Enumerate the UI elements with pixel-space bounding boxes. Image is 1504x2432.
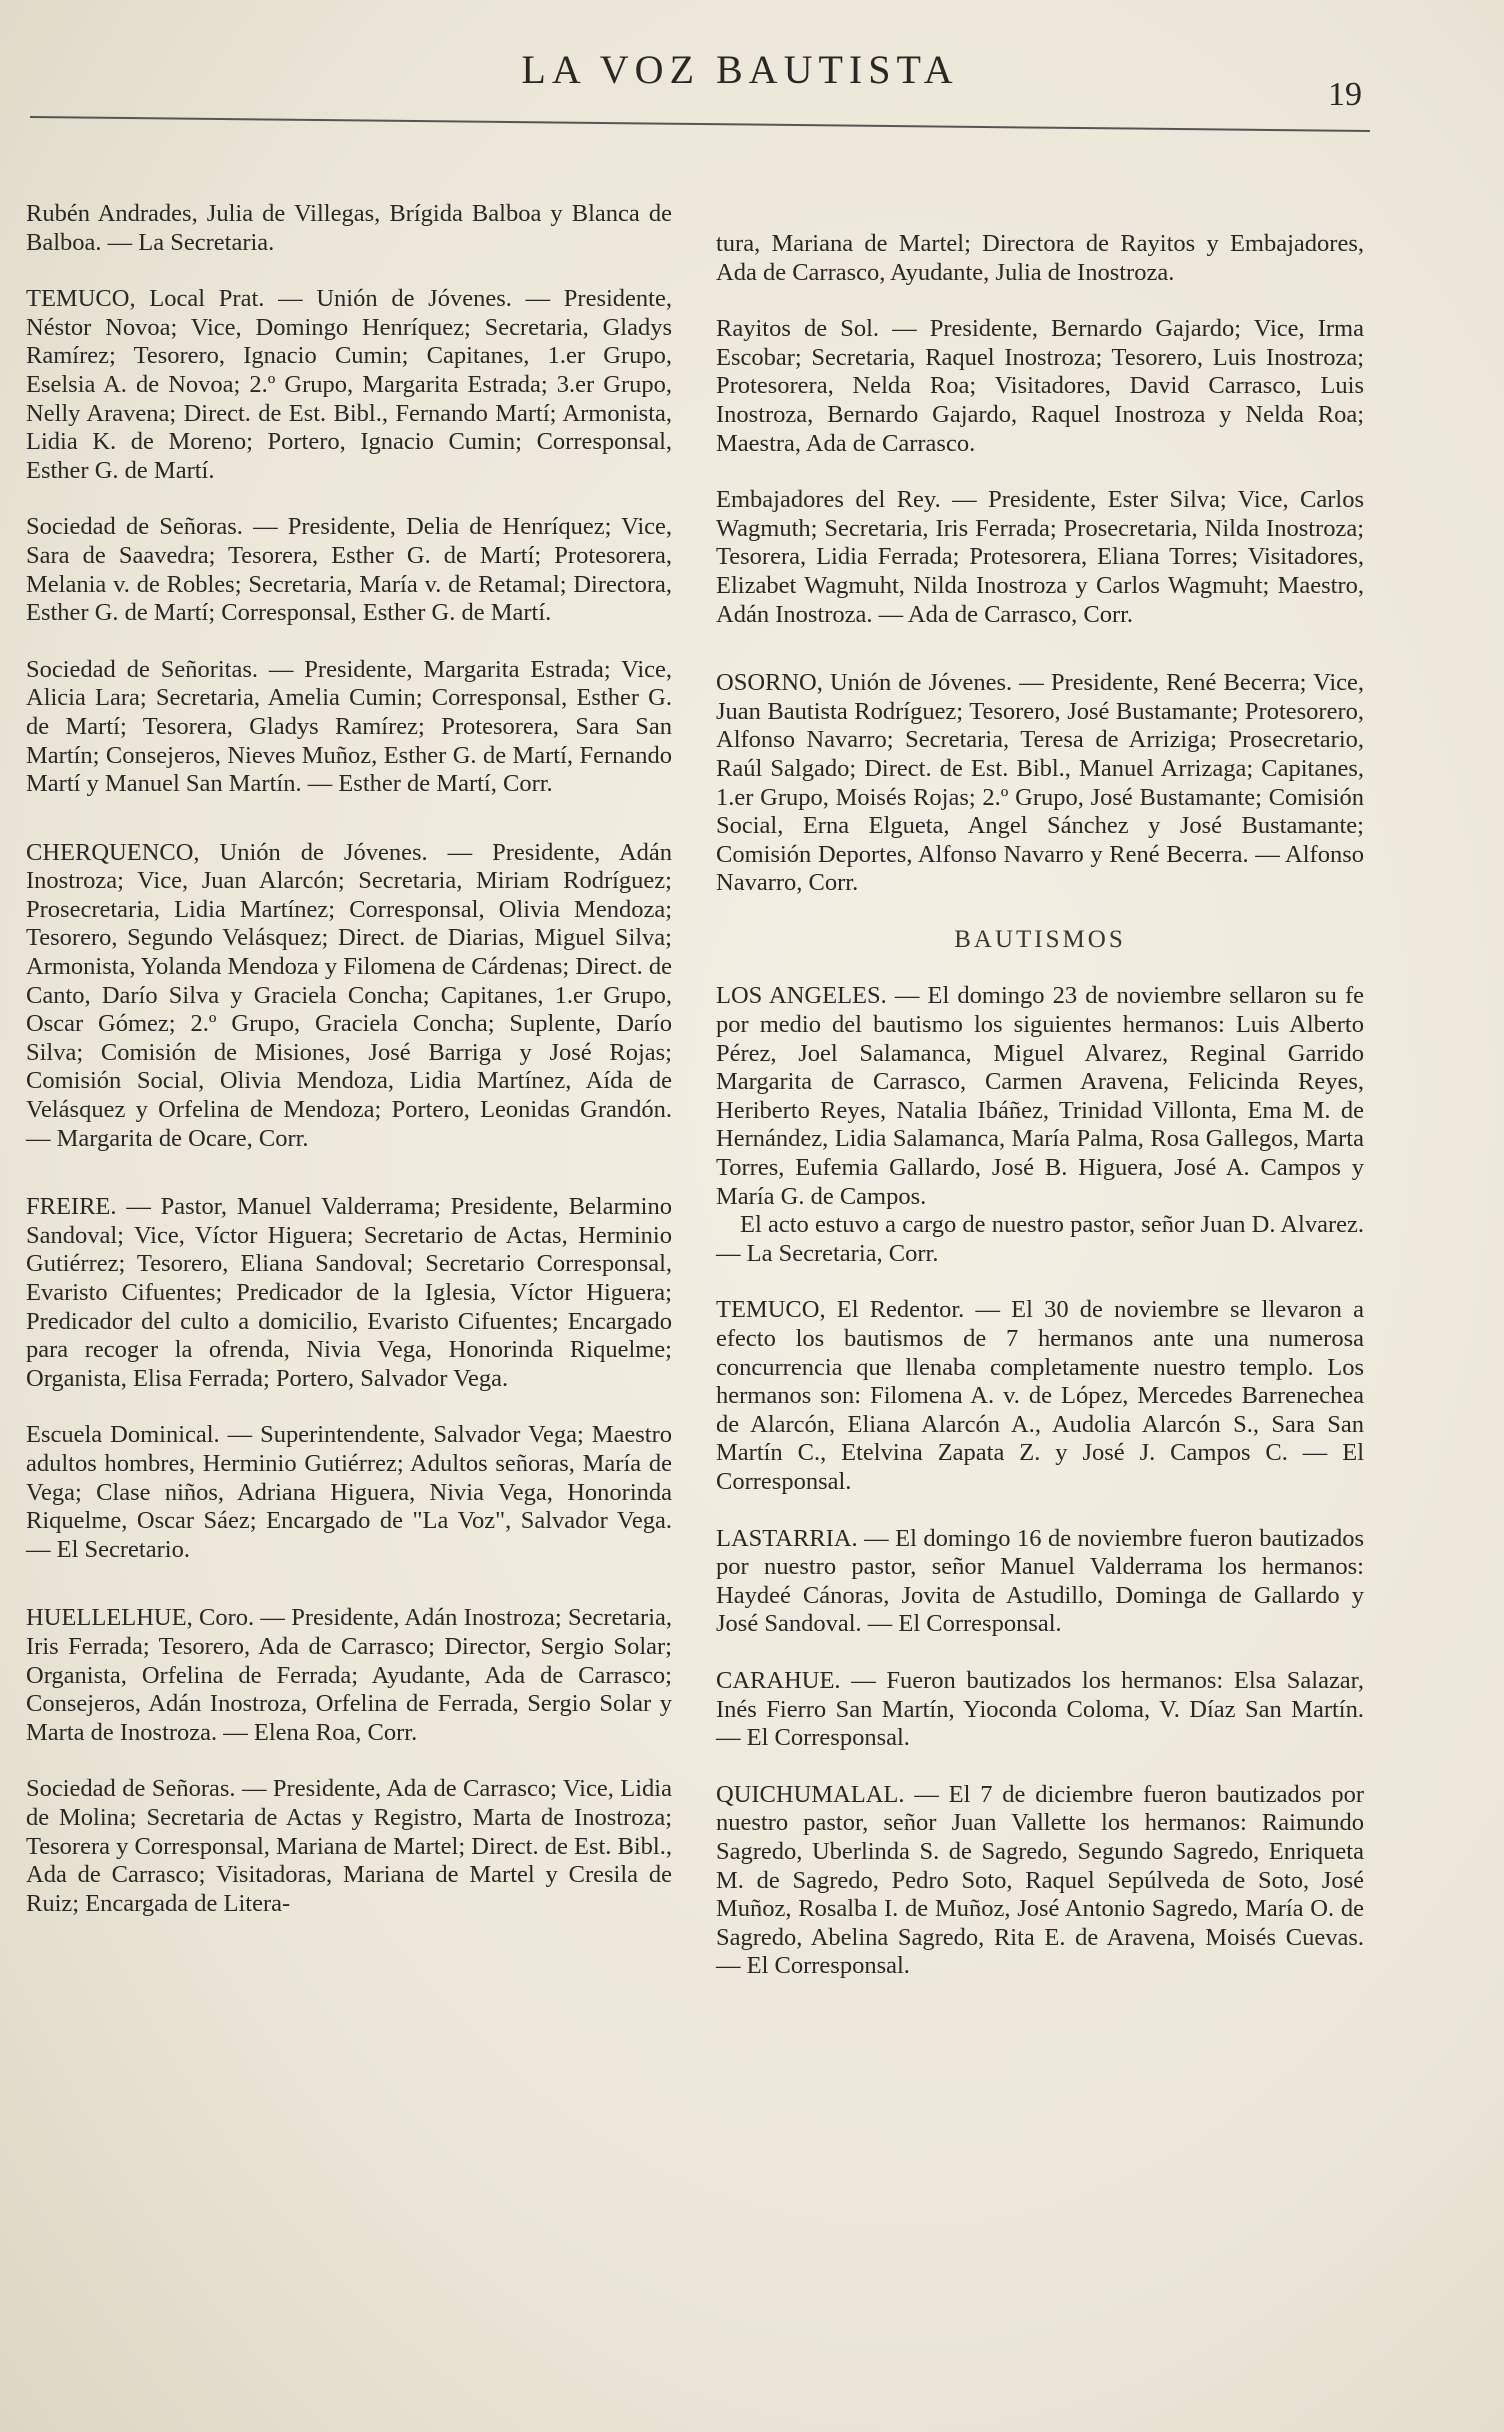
- page-header: [0, 46, 1504, 126]
- left-column: [26, 200, 672, 1946]
- entry-text: LASTARRIA. — El domingo 16 de noviembre fueron bautizados por nuestro pastor, señor Manuel Valderrama los hermanos: Haydeé Cánoras, Jovita de Astudillo, Dominga de Gallardo y José Sandoval. — El Corresponsal.: [716, 1524, 1364, 1638]
- article-entry: [26, 200, 672, 257]
- entry-text: Sociedad de Señoritas. — Presidente, Margarita Estrada; Vice, Alicia Lara; Secretaria, Amelia Cumin; Corresponsal, Esther G. de Martí; Tesorera, Gladys Ramírez; Protesorera, Sara San Martín; Consejeros, Nieves Muñoz, Esther G. de Martí, Fernando Martí y Manuel San Martín. — Esther de Martí, Corr.: [26, 655, 672, 798]
- article-entry: [26, 1193, 672, 1393]
- article-entry: [26, 1775, 672, 1918]
- header-rule: [30, 116, 1370, 132]
- entry-text: TEMUCO, Local Prat. — Unión de Jóvenes. — Presidente, Néstor Novoa; Vice, Domingo Henríquez; Secretaria, Gladys Ramírez; Tesorero, Ignacio Cumin; Capitanes, 1.er Grupo, Eselsia A. de Novoa; 2.º Grupo, Margarita Estrada; 3.er Grupo, Nelly Aravena; Direct. de Est. Bibl., Fernando Martí; Armonista, Lidia K. de Moreno; Portero, Ignacio Cumin; Corresponsal, Esther G. de Martí.: [26, 285, 672, 484]
- entry-text: CARAHUE. — Fueron bautizados los hermanos: Elsa Salazar, Inés Fierro San Martín, Yioconda Coloma, V. Díaz San Martín. — El Corresponsal.: [716, 1666, 1364, 1752]
- entry-text: Escuela Dominical. — Superintendente, Salvador Vega; Maestro adultos hombres, Herminio Gutiérrez; Adultos señoras, María de Vega; Clase niños, Adriana Higuera, Nivia Vega, Honorinda Riquelme, Oscar Sáez; Encargado de "La Voz", Salvador Vega. — El Secretario.: [26, 1421, 672, 1563]
- entry-text: QUICHUMALAL. — El 7 de diciembre fueron bautizados por nuestro pastor, señor Juan Vallette los hermanos: Raimundo Sagredo, Uberlinda S. de Sagredo, Segundo Sagredo, Enriqueta M. de Sagredo, Pedro Soto, Raquel Sepúlveda de Soto, José Muñoz, Rosalba I. de Muñoz, José Antonio Sagredo, María O. de Sagredo, Abelina Sagredo, Rita E. de Aravena, Moisés Cuevas. — El Corresponsal.: [716, 1780, 1364, 1980]
- entry-text: Embajadores del Rey. — Presidente, Ester Silva; Vice, Carlos Wagmuth; Secretaria, Iris Ferrada; Prosecretaria, Nilda Inostroza; Tesorera, Lidia Ferrada; Protesorera, Eliana Torres; Visitadores, Elizabet Wagmuht, Nilda Inostroza y Carlos Wagmuht; Maestro, Adán Inostroza. — Ada de Carrasco, Corr.: [716, 486, 1364, 628]
- article-entry: [26, 1604, 672, 1747]
- entry-text: Rubén Andrades, Julia de Villegas, Brígida Balboa y Blanca de Balboa. — La Secretaria.: [26, 200, 672, 256]
- page-number: 19: [1328, 76, 1362, 113]
- entry-text: FREIRE. — Pastor, Manuel Valderrama; Presidente, Belarmino Sandoval; Vice, Víctor Higuera; Secretario de Actas, Herminio Gutiérrez; Tesorero, Eliana Sandoval; Secretario Corresponsal, Evaristo Cifuentes; Predicador de la Iglesia, Víctor Higuera; Predicador del culto a domicilio, Evaristo Cifuentes; Encargado para recoger la ofrenda, Nivia Vega, Honorinda Riquelme; Organista, Elisa Ferrada; Portero, Salvador Vega.: [26, 1193, 672, 1392]
- entry-text: El acto estuvo a cargo de nuestro pastor, señor Juan D. Alvarez. — La Secretaria, Corr.: [716, 1211, 1364, 1267]
- article-entry: [716, 1667, 1364, 1753]
- article-entry: [716, 1296, 1364, 1496]
- entry-text: CHERQUENCO, Unión de Jóvenes. — Presidente, Adán Inostroza; Vice, Juan Alarcón; Secretaria, Miriam Rodríguez; Prosecretaria, Lidia Martínez; Corresponsal, Olivia Mendoza; Tesorero, Segundo Velásquez; Direct. de Diarias, Miguel Silva; Armonista, Yolanda Mendoza y Filomena de Cárdenas; Direct. de Canto, Darío Silva y Graciela Concha; Capitanes, 1.er Grupo, Oscar Gómez; 2.º Grupo, Graciela Concha; Suplente, Darío Silva; Comisión de Misiones, José Barriga y José Rojas; Comisión Social, Olivia Mendoza, Lidia Martínez, Aída de Velásquez y Orfelina de Mendoza; Portero, Leonidas Grandón. — Margarita de Ocare, Corr.: [26, 838, 672, 1152]
- article-entry: [716, 669, 1364, 898]
- article-entry: [716, 1525, 1364, 1639]
- entry-text: LOS ANGELES. — El domingo 23 de noviembre sellaron su fe por medio del bautismo los siguientes hermanos: Luis Alberto Pérez, Joel Salamanca, Miguel Alvarez, Reginal Garrido Margarita de Carrasco, Carmen Aravena, Felicinda Reyes, Heriberto Reyes, Natalia Ibáñez, Trinidad Villonta, Ema M. de Hernández, Lidia Salamanca, María Palma, Rosa Gallegos, Marta Torres, Eufemia Gallardo, José B. Higuera, José A. Campos y María G. de Campos.: [716, 982, 1364, 1210]
- entry-text: tura, Mariana de Martel; Directora de Rayitos y Embajadores, Ada de Carrasco, Ayudante, Julia de Inostroza.: [716, 230, 1364, 286]
- article-entry: [716, 230, 1364, 287]
- article-entry: [26, 285, 672, 485]
- entry-text: Rayitos de Sol. — Presidente, Bernardo Gajardo; Vice, Irma Escobar; Secretaria, Raquel Inostroza; Tesorero, Luis Inostroza; Protesorera, Nelda Roa; Visitadores, David Carrasco, Luis Inostroza, Bernardo Gajardo, Raquel Inostroza y Nelda Roa; Maestra, Ada de Carrasco.: [716, 315, 1364, 457]
- right-column: [716, 230, 1364, 2009]
- article-entry: [26, 839, 672, 1154]
- publication-title: LA VOZ BAUTISTA: [521, 47, 959, 92]
- entry-text: HUELLELHUE, Coro. — Presidente, Adán Inostroza; Secretaria, Iris Ferrada; Tesorero, Ada de Carrasco; Director, Sergio Solar; Organista, Orfelina de Ferrada; Ayudante, Ada de Carrasco; Consejeros, Adán Inostroza, Orfelina de Ferrada, Sergio Solar y Marta de Inostroza. — Elena Roa, Corr.: [26, 1604, 672, 1746]
- article-entry: [716, 486, 1364, 629]
- entry-text: OSORNO, Unión de Jóvenes. — Presidente, René Becerra; Vice, Juan Bautista Rodríguez; Tesorero, José Bustamante; Protesorero, Alfonso Navarro; Secretaria, Teresa de Arriziga; Prosecretario, Raúl Salgado; Direct. de Est. Bibl., Manuel Arrizaga; Capitanes, 1.er Grupo, Moisés Rojas; 2.º Grupo, José Bustamante; Comisión Social, Erna Elgueta, Angel Sánchez y José Bustamante; Comisión Deportes, Alfonso Navarro y René Becerra. — Alfonso Navarro, Corr.: [716, 669, 1364, 897]
- article-entry: [716, 315, 1364, 458]
- entry-text: TEMUCO, El Redentor. — El 30 de noviembre se llevaron a efecto los bautismos de 7 hermanos ante una numerosa concurrencia que llenaba completamente nuestro templo. Los hermanos son: Filomena A. v. de López, Mercedes Barrenechea de Alarcón, Eliana Alarcón A., Audolia Alarcón S., Sara San Martín C., Etelvina Zapata Z. y José J. Campos C. — El Corresponsal.: [716, 1296, 1364, 1495]
- article-entry: [716, 982, 1364, 1268]
- entry-text: Sociedad de Señoras. — Presidente, Delia de Henríquez; Vice, Sara de Saavedra; Tesorera, Esther G. de Martí; Protesorera, Melania v. de Robles; Secretaria, María v. de Retamal; Directora, Esther G. de Martí; Corresponsal, Esther G. de Martí.: [26, 513, 672, 627]
- article-entry: [26, 1421, 672, 1564]
- article-entry: [716, 1781, 1364, 1981]
- entry-text: Sociedad de Señoras. — Presidente, Ada de Carrasco; Vice, Lidia de Molina; Secretaria de Actas y Registro, Marta de Inostroza; Tesorera y Corresponsal, Mariana de Martel; Direct. de Est. Bibl., Ada de Carrasco; Visitadoras, Mariana de Martel y Cresila de Ruiz; Encargada de Litera-: [26, 1775, 672, 1917]
- article-entry: [26, 513, 672, 627]
- article-entry: [26, 656, 672, 799]
- section-heading-bautismos: BAUTISMOS: [954, 925, 1126, 953]
